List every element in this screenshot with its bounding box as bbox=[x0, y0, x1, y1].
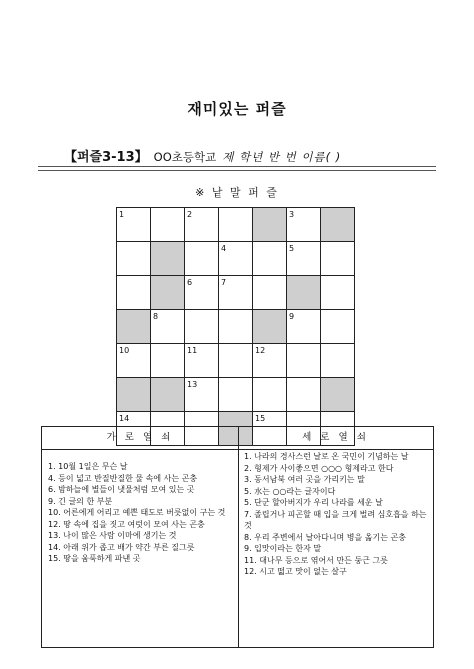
cell-number: 9 bbox=[289, 312, 295, 321]
cell-number: 7 bbox=[221, 278, 227, 287]
down-header: 세 로 열 쇠 bbox=[238, 427, 433, 450]
grid-cell bbox=[321, 276, 355, 310]
student-fill-line: 제 학년 반 번 이름( ) bbox=[222, 150, 342, 164]
down-clue: 11. 대나무 등으로 엮어서 만든 둥근 그릇 bbox=[244, 555, 388, 565]
puzzle-header bbox=[64, 146, 341, 165]
cell-number: 6 bbox=[187, 278, 193, 287]
grid-cell bbox=[287, 344, 321, 378]
grid-cell bbox=[253, 378, 287, 412]
cell-number: 12 bbox=[255, 346, 266, 355]
down-clue: 5. 水는 ○○라는 글자이다 bbox=[244, 486, 336, 496]
grid-cell bbox=[219, 242, 253, 276]
crossword-grid bbox=[116, 207, 355, 446]
across-clue: 1. 10월 1일은 무슨 날 bbox=[48, 462, 128, 471]
down-clue: 5. 단군 할아버지가 우리 나라를 세운 날 bbox=[244, 498, 383, 507]
grid-cell bbox=[321, 344, 355, 378]
down-clue: 12. 시고 떫고 맛이 없는 살구 bbox=[244, 567, 347, 576]
cell-number: 5 bbox=[289, 244, 295, 253]
cell-number: 10 bbox=[119, 346, 130, 355]
down-clue: 9. 입맛이라는 한자 말 bbox=[244, 544, 322, 553]
across-header: 가 로 열 쇠 bbox=[42, 427, 238, 450]
grid-cell bbox=[219, 276, 253, 310]
grid-cell bbox=[219, 378, 253, 412]
across-clue: 9. 긴 글의 한 부분 bbox=[48, 496, 113, 506]
page-title: 재미있는 퍼즐 bbox=[187, 100, 287, 118]
grid-row bbox=[117, 310, 355, 344]
across-clue: 13. 나이 많은 사람 이마에 생기는 것 bbox=[48, 531, 177, 540]
grid-cell bbox=[253, 344, 287, 378]
grid-cell bbox=[287, 310, 321, 344]
grid-cell-blocked bbox=[151, 276, 185, 310]
grid-cell bbox=[219, 208, 253, 242]
cell-number: 3 bbox=[289, 210, 295, 219]
across-clue-list bbox=[48, 461, 234, 565]
down-clue: 2. 형제가 사이좋으면 ○○○ 형제라고 한다 bbox=[244, 463, 394, 473]
grid-cell bbox=[117, 344, 151, 378]
grid-cell bbox=[185, 276, 219, 310]
across-clue: 10. 어른에게 어리고 예쁜 태도로 버릇없이 구는 것 bbox=[48, 508, 226, 517]
grid-cell bbox=[219, 310, 253, 344]
clue-divider bbox=[238, 427, 239, 647]
grid-cell-blocked bbox=[151, 242, 185, 276]
grid-cell bbox=[185, 344, 219, 378]
down-clue: 1. 나라의 경사스런 날로 온 국민이 기념하는 날 bbox=[244, 452, 409, 461]
down-clue: 3. 동서남북 여러 곳을 가리키는 말 bbox=[244, 475, 365, 484]
grid-cell bbox=[287, 242, 321, 276]
grid-cell bbox=[151, 344, 185, 378]
grid-cell bbox=[185, 378, 219, 412]
grid-cell bbox=[185, 242, 219, 276]
cell-number: 2 bbox=[187, 210, 193, 219]
grid-cell-blocked bbox=[321, 208, 355, 242]
grid-cell bbox=[287, 378, 321, 412]
down-clue-list bbox=[244, 451, 430, 578]
grid-row bbox=[117, 276, 355, 310]
grid-cell bbox=[219, 344, 253, 378]
grid-cell bbox=[321, 310, 355, 344]
grid-row bbox=[117, 242, 355, 276]
cell-number: 4 bbox=[221, 244, 227, 253]
across-clue: 15. 땅을 움푹하게 파낸 곳 bbox=[48, 554, 141, 563]
across-clue: 4. 등이 넓고 반질반질한 물 속에 사는 곤충 bbox=[48, 473, 198, 483]
grid-cell-blocked bbox=[151, 378, 185, 412]
down-clue: 8. 우리 주변에서 날아다니며 병을 옮기는 곤충 bbox=[244, 532, 406, 542]
grid-cell bbox=[287, 208, 321, 242]
down-clue: 7. 졸립거나 피곤할 때 입을 크게 벌려 심호흡을 하는 것 bbox=[244, 509, 427, 530]
divider-line-top bbox=[38, 166, 436, 167]
cell-number: 1 bbox=[119, 210, 125, 219]
grid-row bbox=[117, 378, 355, 412]
grid-row bbox=[117, 344, 355, 378]
across-clue: 14. 아래 위가 좁고 배가 약간 부른 질그릇 bbox=[48, 542, 195, 552]
across-clue: 6. 밤하늘에 별들이 냇물처럼 모여 있는 곳 bbox=[48, 485, 195, 494]
cell-number: 14 bbox=[119, 414, 130, 423]
grid-cell bbox=[151, 310, 185, 344]
divider-line-bottom bbox=[38, 170, 436, 171]
school-name: OO초등학교 bbox=[153, 150, 217, 164]
grid-title: ※ 낱 말 퍼 즐 bbox=[195, 186, 279, 199]
cell-number: 13 bbox=[187, 380, 198, 389]
across-clue: 12. 땅 속에 집을 짓고 여럿이 모여 사는 곤충 bbox=[48, 519, 205, 529]
cell-number: 15 bbox=[255, 414, 266, 423]
grid-cell-blocked bbox=[321, 378, 355, 412]
grid-row bbox=[117, 208, 355, 242]
grid-cell bbox=[117, 276, 151, 310]
grid-cell bbox=[117, 242, 151, 276]
grid-cell bbox=[253, 276, 287, 310]
puzzle-tag: 【퍼즐3-13】 bbox=[64, 150, 148, 165]
grid-cell-blocked bbox=[117, 310, 151, 344]
grid-cell-blocked bbox=[287, 276, 321, 310]
cell-number: 11 bbox=[187, 346, 198, 355]
grid-cell-blocked bbox=[117, 378, 151, 412]
grid-cell bbox=[185, 310, 219, 344]
cell-number: 8 bbox=[153, 312, 159, 321]
grid-cell bbox=[185, 208, 219, 242]
grid-cell bbox=[253, 242, 287, 276]
clue-table bbox=[41, 426, 434, 648]
grid-cell bbox=[151, 208, 185, 242]
grid-cell-blocked bbox=[253, 310, 287, 344]
grid-cell-blocked bbox=[253, 208, 287, 242]
grid-cell bbox=[321, 242, 355, 276]
grid-cell bbox=[117, 208, 151, 242]
